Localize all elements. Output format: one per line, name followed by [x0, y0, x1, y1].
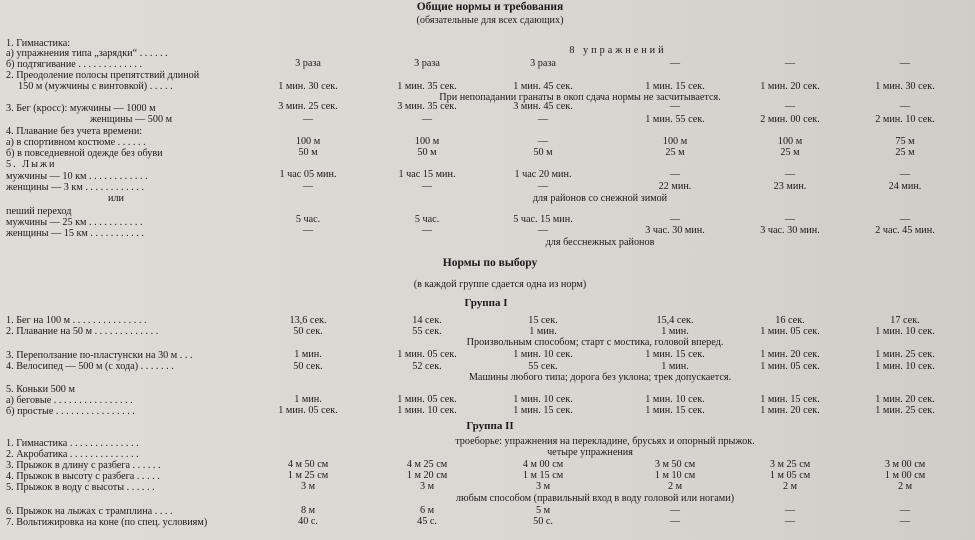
row-label: 5. Лыжи [6, 159, 57, 170]
value-cell: 1 м 25 см [287, 470, 329, 481]
row-label: б) простые . . . . . . . . . . . . . . . . [6, 406, 135, 417]
value-cell: 3 м [535, 481, 551, 492]
section-title-general: Общие нормы и требования [416, 1, 564, 13]
value-cell: 1 мин. 30 сек. [278, 81, 338, 92]
value-cell: 100 м [414, 136, 440, 147]
value-cell: 1 мин. [529, 326, 557, 337]
value-cell: 55 сек. [412, 326, 442, 337]
row-label: мужчины — 10 км . . . . . . . . . . . . [6, 171, 148, 182]
value-cell: 1 мин. 35 сек. [397, 81, 457, 92]
value-cell: 24 мин. [888, 181, 922, 192]
value-cell: 1 мин. [294, 349, 322, 360]
value-cell: 15 сек. [528, 315, 558, 326]
value-cell: — [899, 516, 911, 527]
value-cell: 1 мин. 15 сек. [513, 405, 573, 416]
section-subtitle-general: (обязательные для всех сдающих) [416, 15, 564, 26]
value-cell: 40 с. [298, 516, 318, 527]
value-cell: 1 мин. 15 сек. [645, 349, 705, 360]
value-cell: 4 м 50 см [287, 459, 329, 470]
row-note: При непопадании гранаты в окоп сдача нормы не засчитывается. [439, 92, 721, 103]
value-cell: 23 мин. [773, 181, 807, 192]
value-cell: 2 м [782, 481, 798, 492]
row-note: для районов со снежной зимой [532, 193, 668, 204]
value-cell: — [669, 169, 681, 180]
value-cell: 3 час. 30 мин. [760, 225, 820, 236]
value-cell: 3 м 50 см [654, 459, 696, 470]
value-cell: 1 мин. 20 сек. [760, 405, 820, 416]
value-cell: 3 м [300, 481, 316, 492]
value-cell: 5 м [535, 505, 551, 516]
row-label: 1. Гимнастика: [6, 38, 71, 49]
value-cell: — [537, 114, 549, 125]
value-cell: — [421, 225, 433, 236]
row-label: 150 м (мужчины с винтовкой) . . . . . [18, 81, 173, 92]
value-cell: 100 м [662, 136, 688, 147]
value-cell: 4 м 00 см [522, 459, 564, 470]
row-label: а) упражнения типа „зарядки“ . . . . . . [6, 48, 168, 59]
value-cell: 15,4 сек. [656, 315, 694, 326]
row-label: б) в повседневной одежде без обуви [6, 148, 163, 159]
value-cell: 1 мин. 10 сек. [513, 349, 573, 360]
row-label: 5. Прыжок в воду с высоты . . . . . . [6, 482, 155, 493]
value-cell: 1 мин. 20 сек. [760, 349, 820, 360]
value-cell: 3 мин. 35 сек. [397, 101, 457, 112]
value-cell: — [669, 214, 681, 225]
value-cell: 3 мин. 25 сек. [278, 101, 338, 112]
value-cell: 4 м 25 см [406, 459, 448, 470]
value-cell: — [537, 225, 549, 236]
value-cell: 52 сек. [412, 361, 442, 372]
value-cell: 75 м [895, 136, 915, 147]
value-cell: 1 мин. 05 сек. [760, 326, 820, 337]
row-label: женщины — 15 км . . . . . . . . . . . [6, 228, 144, 239]
row-label: или [108, 193, 124, 204]
value-cell: 1 м 20 см [406, 470, 448, 481]
value-cell: — [421, 181, 433, 192]
value-cell: 45 с. [417, 516, 437, 527]
value-cell: 8 м [300, 505, 316, 516]
row-note: для бесснежных районов [545, 237, 655, 248]
value-cell: — [669, 101, 681, 112]
value-cell: — [669, 516, 681, 527]
value-cell: 1 мин. 25 сек. [875, 405, 935, 416]
value-cell: 1 м 10 см [654, 470, 696, 481]
value-cell: 1 мин. 15 сек. [645, 405, 705, 416]
row-label: 1. Бег на 100 м . . . . . . . . . . . . . . . [6, 315, 147, 326]
value-cell: — [784, 516, 796, 527]
group-title: Группа II [466, 420, 514, 432]
value-cell: 50 сек. [293, 361, 323, 372]
value-cell: 1 мин. [661, 326, 689, 337]
value-cell: 50 м [533, 147, 553, 158]
row-label: женщины — 500 м [90, 114, 173, 125]
value-cell: 3 раза [530, 58, 556, 69]
value-cell: 100 м [777, 136, 803, 147]
row-label: 2. Преодоление полосы препятствий длиной [6, 70, 200, 81]
value-cell: 1 мин. 20 сек. [760, 81, 820, 92]
value-cell: 50 сек. [293, 326, 323, 337]
value-cell: 50 м [298, 147, 318, 158]
row-label: 2. Акробатика . . . . . . . . . . . . . . [6, 449, 139, 460]
value-cell: 2 мин. 00 сек. [760, 114, 820, 125]
value-cell: 3 м [419, 481, 435, 492]
row-note: Машины любого типа; дорога без уклона; трек допускается. [468, 372, 732, 383]
value-cell: 3 мин. 45 сек. [513, 101, 573, 112]
value-cell: 2 мин. 10 сек. [875, 114, 935, 125]
value-cell: 2 час. 45 мин. [875, 225, 935, 236]
value-cell: 16 сек. [775, 315, 805, 326]
value-cell: 2 м [667, 481, 683, 492]
row-label: 4. Велосипед — 500 м (с хода) . . . . . . . [6, 361, 174, 372]
value-cell: 55 сек. [528, 361, 558, 372]
value-cell: — [537, 136, 549, 147]
value-cell: — [784, 214, 796, 225]
row-label: 7. Вольтижировка на коне (по спец. условиям) [6, 517, 208, 528]
value-cell: — [784, 101, 796, 112]
value-cell: — [537, 181, 549, 192]
value-cell: — [784, 58, 796, 69]
value-cell: 1 мин. 10 сек. [397, 405, 457, 416]
value-cell: 3 раза [414, 58, 440, 69]
value-cell: 1 мин. 10 сек. [645, 394, 705, 405]
row-label: 2. Плавание на 50 м . . . . . . . . . . . . . [6, 326, 159, 337]
value-cell: 1 мин. [661, 361, 689, 372]
value-cell: — [302, 225, 314, 236]
value-cell: — [899, 214, 911, 225]
value-cell: 1 мин. 05 сек. [397, 394, 457, 405]
value-cell: — [899, 101, 911, 112]
value-cell: — [421, 114, 433, 125]
value-cell: 100 м [295, 136, 321, 147]
value-cell: 50 м [417, 147, 437, 158]
value-cell: 3 раза [295, 58, 321, 69]
value-cell: 1 мин. [294, 394, 322, 405]
value-cell: 22 мин. [658, 181, 692, 192]
value-cell: 1 мин. 05 сек. [397, 349, 457, 360]
value-cell: 1 мин. 20 сек. [875, 394, 935, 405]
row-label: 5. Коньки 500 м [6, 384, 75, 395]
row-label: 4. Плавание без учета времени: [6, 126, 143, 137]
value-cell: 6 м [419, 505, 435, 516]
row-label: а) беговые . . . . . . . . . . . . . . . . [6, 395, 133, 406]
value-cell: 17 сек. [890, 315, 920, 326]
row-label: 6. Прыжок на лыжах с трамплина . . . . [6, 506, 173, 517]
row-label: 3. Переползание по-пластунски на 30 м . . . [6, 350, 193, 361]
value-cell: 1 мин. 25 сек. [875, 349, 935, 360]
value-cell: 3 м 00 см [884, 459, 926, 470]
value-cell: 5 час. 15 мин. [513, 214, 573, 225]
row-note: четыре упражнения [547, 447, 633, 458]
value-cell: 1 мин. 05 сек. [278, 405, 338, 416]
value-cell: 1 час 05 мин. [279, 169, 337, 180]
row-label: мужчины — 25 км . . . . . . . . . . . [6, 217, 143, 228]
row-note: Произвольным способом; старт с мостика, головой вперед. [466, 337, 724, 348]
group-title: Группа I [464, 297, 508, 309]
value-cell: 50 с. [533, 516, 553, 527]
row-label: 4. Прыжок в высоту с разбега . . . . . [6, 471, 160, 482]
value-cell: 1 мин. 45 сек. [513, 81, 573, 92]
value-cell: — [899, 169, 911, 180]
value-cell: 1 м 00 см [884, 470, 926, 481]
value-cell: 14 сек. [412, 315, 442, 326]
value-cell: 25 м [895, 147, 915, 158]
row-note: любым способом (правильный вход в воду головой или ногами) [455, 493, 735, 504]
value-cell: 1 мин. 15 сек. [645, 81, 705, 92]
value-cell: 25 м [665, 147, 685, 158]
row-note: троеборье: упражнения на перекладине, брусьях и опорный прыжок. [455, 436, 755, 447]
value-cell: 1 час 15 мин. [398, 169, 456, 180]
value-cell: — [899, 505, 911, 516]
value-cell: — [784, 169, 796, 180]
value-cell: 5 час. [295, 214, 321, 225]
section-subtitle-choice: (в каждой группе сдается одна из норм) [413, 279, 587, 290]
value-cell: — [784, 505, 796, 516]
value-cell: 1 мин. 55 сек. [645, 114, 705, 125]
value-cell: 1 час 20 мин. [514, 169, 572, 180]
value-cell: — [899, 58, 911, 69]
value-cell: — [302, 181, 314, 192]
value-cell: 1 м 05 см [769, 470, 811, 481]
value-cell: 1 мин. 10 сек. [875, 361, 935, 372]
row-label: б) подтягивание . . . . . . . . . . . . . [6, 59, 143, 70]
value-cell: — [302, 114, 314, 125]
row-label: 3. Прыжок в длину с разбега . . . . . . [6, 460, 161, 471]
row-label: 3. Бег (кросс): мужчины — 1000 м [6, 103, 156, 114]
value-cell: 5 час. [414, 214, 440, 225]
value-cell: 1 мин. 15 сек. [760, 394, 820, 405]
row-label: женщины — 3 км . . . . . . . . . . . . [6, 182, 144, 193]
value-cell: 13,6 сек. [289, 315, 327, 326]
row-label: 1. Гимнастика . . . . . . . . . . . . . . [6, 438, 139, 449]
value-cell: 1 мин. 10 сек. [875, 326, 935, 337]
value-cell: 3 м 25 см [769, 459, 811, 470]
row-label: пеший переход [6, 206, 72, 217]
value-cell: 3 час. 30 мин. [645, 225, 705, 236]
value-cell: — [669, 505, 681, 516]
value-cell: 1 мин. 10 сек. [513, 394, 573, 405]
row-value-span: 8 упражнений [569, 45, 667, 56]
value-cell: 1 мин. 30 сек. [875, 81, 935, 92]
value-cell: 25 м [780, 147, 800, 158]
row-label: а) в спортивном костюме . . . . . . [6, 137, 146, 148]
value-cell: — [669, 58, 681, 69]
value-cell: 1 мин. 05 сек. [760, 361, 820, 372]
section-title-choice: Нормы по выбору [442, 257, 538, 269]
value-cell: 2 м [897, 481, 913, 492]
value-cell: 1 м 15 см [522, 470, 564, 481]
